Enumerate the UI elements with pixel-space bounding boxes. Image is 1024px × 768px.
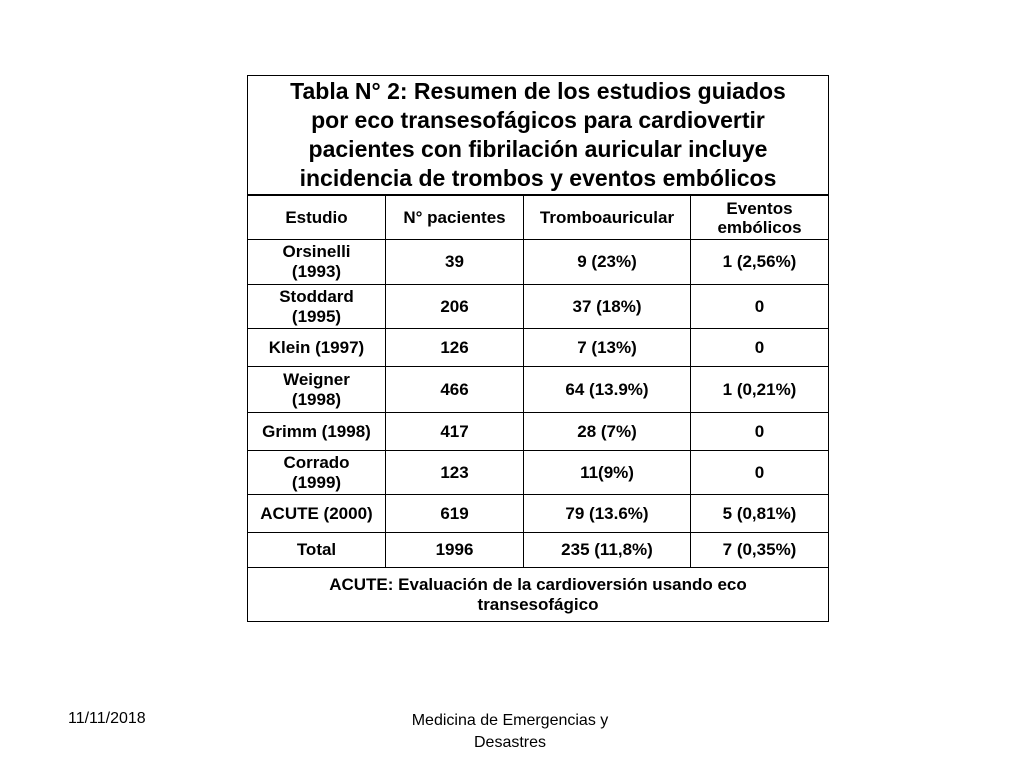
header-eventos: Eventos embólicos [717, 198, 802, 237]
table-cell: 28 (7%) [577, 421, 637, 441]
table-cell: 9 (23%) [577, 252, 637, 271]
table-cell: 0 [754, 296, 765, 316]
total-pacientes: 1996 [435, 540, 474, 559]
total-label: Total [296, 540, 337, 559]
table-cell: 39 [445, 252, 464, 271]
table-cell: 0 [754, 337, 765, 357]
table-cell: 126 [440, 337, 469, 357]
table-cell: 7 (13%) [577, 337, 637, 357]
table-cell: 11(9%) [580, 462, 634, 482]
table-cell: 1 (2,56%) [722, 252, 797, 271]
table-cell: 466 [440, 379, 469, 399]
table-cell: 206 [440, 296, 469, 316]
table-cell: ACUTE (2000) [260, 503, 373, 523]
table-cell: Corrado (1999) [283, 452, 350, 492]
footer-title: Medicina de Emergencias y Desastres [411, 712, 609, 751]
table-title: Tabla N° 2: Resumen de los estudios guiados por eco transesofágicos para cardiovertir pacientes con fibrilación auricular incluye incidencia de trombos y eventos embólicos [290, 78, 786, 191]
table-cell: 417 [440, 421, 469, 441]
header-estudio: Estudio [285, 207, 348, 227]
table-cell: 0 [754, 462, 765, 482]
table-footnote: ACUTE: Evaluación de la cardioversión usando eco transesofágico [329, 574, 747, 614]
table-cell: 5 (0,81%) [722, 503, 797, 523]
table-cell: 64 (13.9%) [565, 379, 649, 399]
table-cell: 79 (13.6%) [565, 503, 649, 523]
table-cell: 619 [440, 503, 469, 523]
table-cell: 0 [754, 421, 765, 441]
total-eventos: 7 (0,35%) [722, 540, 797, 559]
table-cell: Weigner (1998) [283, 369, 350, 409]
table-cell: Orsinelli (1993) [282, 242, 351, 281]
table-cell: Grimm (1998) [262, 421, 371, 441]
summary-table [247, 75, 829, 622]
header-pacientes: N° pacientes [403, 207, 506, 227]
footer-date: 11/11/2018 [68, 710, 146, 727]
table-cell: Stoddard (1995) [279, 286, 354, 326]
table-cell: 1 (0,21%) [722, 379, 797, 399]
table-cell: 37 (18%) [572, 296, 642, 316]
table-cell: 123 [440, 462, 469, 482]
total-trombo: 235 (11,8%) [561, 540, 653, 559]
table-cell: Klein (1997) [268, 337, 365, 357]
header-tromboauricular: Tromboauricular [539, 207, 675, 227]
